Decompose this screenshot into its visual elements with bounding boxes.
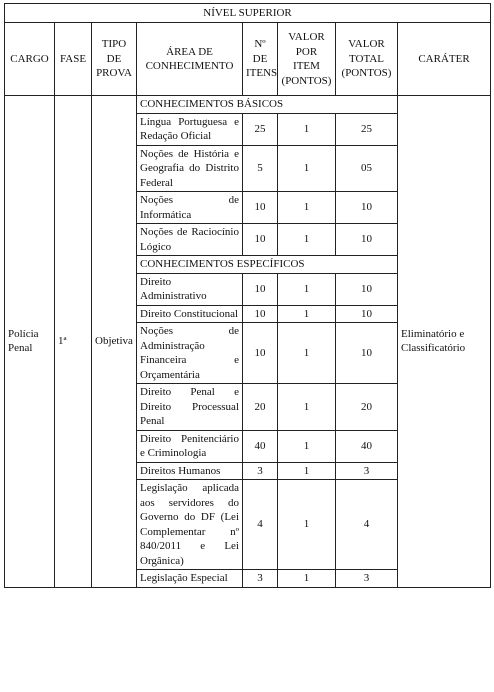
area-cell: Direito Penal e Direito Processual Penal	[137, 384, 243, 431]
itens-cell: 25	[243, 113, 278, 145]
header-cargo: CARGO	[5, 23, 55, 96]
area-cell: Legislação Especial	[137, 570, 243, 588]
valor-total-cell: 4	[336, 480, 398, 570]
valor-total-cell: 20	[336, 384, 398, 431]
valor-total-cell: 10	[336, 323, 398, 384]
valor-total-cell: 25	[336, 113, 398, 145]
area-cell: Língua Portuguesa e Redação Oficial	[137, 113, 243, 145]
itens-cell: 10	[243, 323, 278, 384]
valor-item-cell: 1	[278, 430, 336, 462]
header-valor-total: VALOR TOTAL (PONTOS)	[336, 23, 398, 96]
area-cell: Noções de Administração Financeira e Orçamentária	[137, 323, 243, 384]
valor-total-cell: 05	[336, 145, 398, 192]
area-cell: Noções de Raciocínio Lógico	[137, 224, 243, 256]
tipo-prova-cell: Objetiva	[92, 96, 137, 588]
carater-cell: Eliminatório e Classificatório	[398, 96, 491, 588]
area-cell: Noções de História e Geografia do Distrito Federal	[137, 145, 243, 192]
area-cell: Direito Penitenciário e Criminologia	[137, 430, 243, 462]
valor-item-cell: 1	[278, 273, 336, 305]
header-row	[5, 23, 491, 96]
header-fase: FASE	[55, 23, 92, 96]
valor-total-cell: 10	[336, 192, 398, 224]
section-title: CONHECIMENTOS ESPECÍFICOS	[137, 256, 398, 274]
itens-cell: 20	[243, 384, 278, 431]
valor-total-cell: 3	[336, 570, 398, 588]
valor-total-cell: 10	[336, 224, 398, 256]
area-cell: Direito Constitucional	[137, 305, 243, 323]
fase-cell: 1ª	[55, 96, 92, 588]
itens-cell: 4	[243, 480, 278, 570]
area-cell: Direito Administrativo	[137, 273, 243, 305]
itens-cell: 3	[243, 570, 278, 588]
header-carater: CARÁTER	[398, 23, 491, 96]
section-row	[5, 96, 491, 114]
valor-item-cell: 1	[278, 145, 336, 192]
valor-item-cell: 1	[278, 323, 336, 384]
itens-cell: 10	[243, 273, 278, 305]
exam-table-container	[4, 3, 491, 588]
header-num-itens: Nº DE ITENS	[243, 23, 278, 96]
valor-total-cell: 3	[336, 462, 398, 480]
valor-item-cell: 1	[278, 480, 336, 570]
header-area-conhecimento: ÁREA DE CONHECIMENTO	[137, 23, 243, 96]
valor-item-cell: 1	[278, 305, 336, 323]
itens-cell: 3	[243, 462, 278, 480]
valor-total-cell: 40	[336, 430, 398, 462]
area-cell: Legislação aplicada aos servidores do Governo do DF (Lei Complementar nº 840/2011 e Lei Orgânica)	[137, 480, 243, 570]
area-cell: Noções de Informática	[137, 192, 243, 224]
section-title: CONHECIMENTOS BÁSICOS	[137, 96, 398, 114]
area-cell: Direitos Humanos	[137, 462, 243, 480]
valor-item-cell: 1	[278, 113, 336, 145]
itens-cell: 40	[243, 430, 278, 462]
valor-item-cell: 1	[278, 224, 336, 256]
valor-item-cell: 1	[278, 192, 336, 224]
cargo-cell: Polícia Penal	[5, 96, 55, 588]
header-valor-item: VALOR POR ITEM (PONTOS)	[278, 23, 336, 96]
valor-item-cell: 1	[278, 384, 336, 431]
header-tipo-prova: TIPO DE PROVA	[92, 23, 137, 96]
itens-cell: 10	[243, 192, 278, 224]
valor-item-cell: 1	[278, 462, 336, 480]
table-title: NÍVEL SUPERIOR	[5, 4, 491, 23]
valor-total-cell: 10	[336, 305, 398, 323]
valor-item-cell: 1	[278, 570, 336, 588]
valor-total-cell: 10	[336, 273, 398, 305]
itens-cell: 5	[243, 145, 278, 192]
exam-table	[4, 3, 491, 588]
itens-cell: 10	[243, 224, 278, 256]
itens-cell: 10	[243, 305, 278, 323]
